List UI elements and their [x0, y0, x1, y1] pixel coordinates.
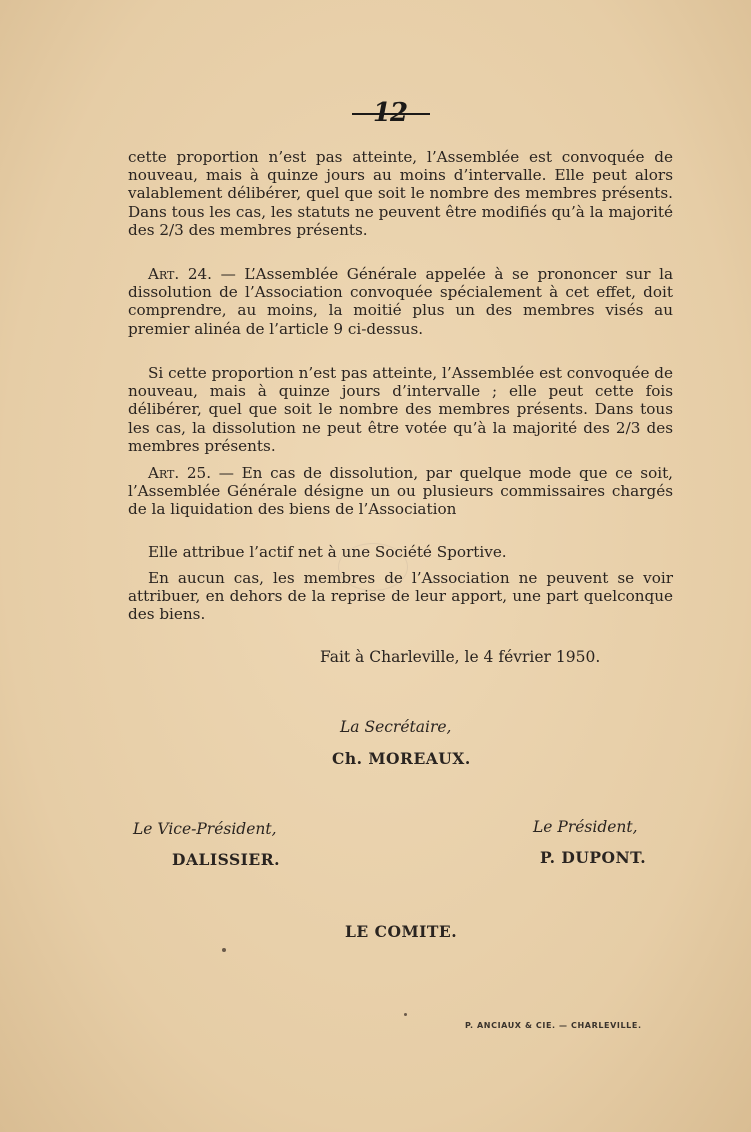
article-25	[128, 464, 673, 519]
printer-imprint: P. ANCIAUX & CIE. — CHARLEVILLE.	[465, 1021, 642, 1030]
paragraph-dissolution-quorum: Si cette proportion n’est pas atteinte, l’Assemblée est convoquée de nouveau, mais à quinze jours d’intervalle ; elle peut cette fois délibérer, quel que soit le nombre des membres présents. Dans tous les cas, la dissolution ne peut être votée qu’à la majorité des 2/3 des membres présents.	[128, 364, 673, 455]
article-25-text: — En cas de dissolution, par quelque mode que ce soit, l’Assemblée Générale désigne un ou plusieurs commissaires chargés de la liquidation des biens de l’Association	[128, 464, 674, 519]
secretary-role: La Secrétaire,	[340, 718, 452, 736]
article-24-text: — L’Assemblée Générale appelée à se prononcer sur la dissolution de l’Association convoquée spécialement à cet effet, doit comprendre, au moins, la moitié plus un des membres visés au premier alinéa de l’article 9 ci-dessus.	[128, 265, 674, 338]
page-number: 12	[340, 98, 440, 128]
paper-speck	[404, 1013, 407, 1016]
vice-president-role: Le Vice-Président,	[133, 820, 277, 838]
faint-stamp	[338, 543, 408, 591]
vice-president-name: DALISSIER.	[172, 850, 281, 869]
article-24-label: Art. 24.	[148, 265, 212, 283]
paragraph-assets: Elle attribue l’actif net à une Société Sportive.	[148, 543, 507, 561]
paper-speck	[222, 948, 226, 952]
article-25-label: Art. 25.	[148, 464, 212, 482]
paragraph-members: En aucun cas, les membres de l’Association ne peuvent se voir attribuer, en dehors de la reprise de leur apport, une part quelconque des biens.	[128, 569, 673, 624]
secretary-name: Ch. MOREAUX.	[332, 749, 471, 768]
committee-signature: LE COMITE.	[345, 922, 458, 941]
article-24	[128, 265, 673, 338]
president-role: Le Président,	[533, 818, 638, 836]
place-date: Fait à Charleville, le 4 février 1950.	[320, 648, 601, 666]
president-name: P. DUPONT.	[540, 848, 647, 867]
paragraph-continuation: cette proportion n’est pas atteinte, l’Assemblée est convoquée de nouveau, mais à quinze jours au moins d’intervalle. Elle peut alors valablement délibérer, quel que soit le nombre des membres présents. Dans tous les cas, les statuts ne peuvent être modifiés qu’à la majorité des 2/3 des membres présents.	[128, 148, 673, 239]
